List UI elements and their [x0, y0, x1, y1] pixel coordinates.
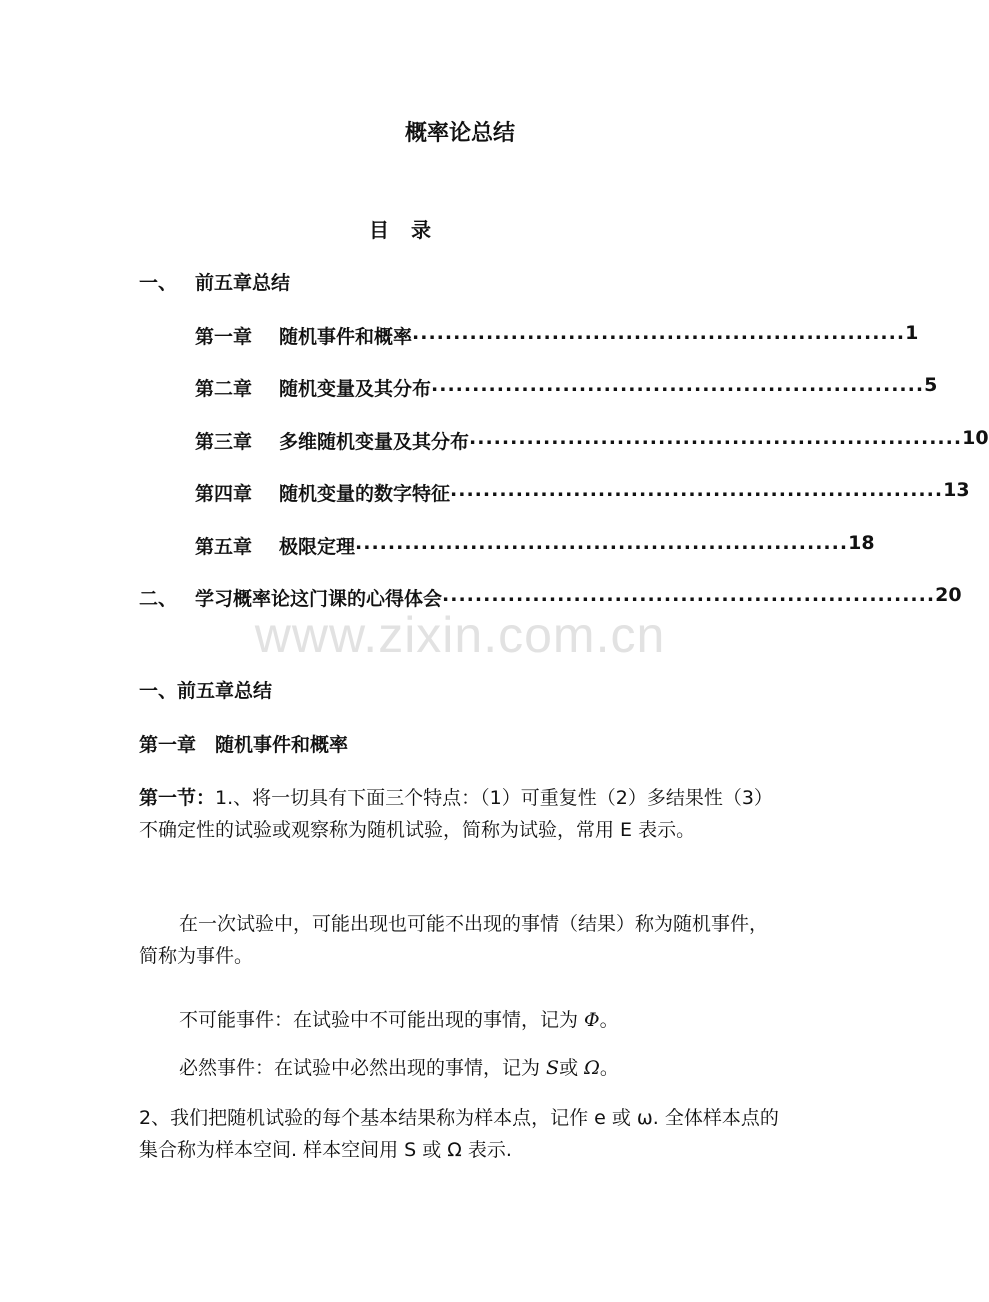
- paragraph-end: 。: [599, 1009, 619, 1031]
- toc-chapter-name: 随机变量及其分布: [279, 378, 432, 400]
- toc-heading-right: 录: [411, 218, 431, 242]
- toc-page-number: 18: [848, 532, 875, 554]
- document-title: 概率论总结: [404, 121, 515, 146]
- toc-leader-dots: ............................................................: [412, 322, 906, 344]
- paragraph-impossible-event: [139, 1004, 784, 1036]
- toc-entry-chapter-4[interactable]: [195, 479, 970, 506]
- toc-part-1[interactable]: [139, 268, 290, 295]
- toc-page-number: 5: [924, 374, 938, 396]
- toc-leader-dots: ............................................................: [450, 479, 944, 501]
- paragraph-text: 必然事件：在试验中必然出现的事情，记为: [179, 1057, 547, 1079]
- toc-chapter-number: 第二章: [195, 378, 253, 400]
- toc-chapter-number: 第五章: [195, 536, 253, 558]
- phi-symbol: Φ: [584, 1009, 600, 1031]
- toc-heading: [0, 214, 800, 243]
- toc-part-label: 学习概率论这门课的心得体会: [195, 588, 443, 610]
- toc-leader-dots: ............................................................: [469, 427, 963, 449]
- chapter-heading: 第一章 随机事件和概率: [139, 734, 349, 756]
- paragraph-end: 。: [599, 1057, 619, 1079]
- watermark: www.zixin.com.cn: [254, 607, 666, 663]
- toc-part-number: 二、: [139, 588, 178, 610]
- section-label: 第一节：: [139, 787, 216, 809]
- toc-chapter-name: 多维随机变量及其分布: [279, 431, 470, 453]
- toc-part-label: 前五章总结: [195, 272, 291, 294]
- toc-entry-chapter-3[interactable]: [195, 427, 989, 454]
- toc-chapter-name: 随机变量的数字特征: [279, 483, 451, 505]
- paragraph-text: 1.、将一切具有下面三个特点：（1）可重复性（2）多结果性（3）不确定性的试验或观察称为随机试验，简称为试验，常用 E 表示。: [139, 787, 773, 841]
- omega-symbol: Ω: [584, 1057, 600, 1079]
- paragraph-random-event: 在一次试验中，可能出现也可能不出现的事情（结果）称为随机事件，简称为事件。: [139, 913, 769, 967]
- toc-chapter-name: 极限定理: [279, 536, 356, 558]
- paragraph-sample-space: 2、我们把随机试验的每个基本结果称为样本点，记作 e 或 ω. 全体样本点的集合称为样本空间. 样本空间用 S 或 Ω 表示.: [139, 1107, 779, 1161]
- toc-page-number: 13: [943, 479, 970, 501]
- toc-page-number: 1: [905, 322, 919, 344]
- section-heading: 一、前五章总结: [139, 680, 273, 702]
- toc-chapter-number: 第三章: [195, 431, 253, 453]
- paragraph-mid: 或: [559, 1057, 585, 1079]
- toc-entry-chapter-5[interactable]: [195, 532, 875, 559]
- toc-page-number: 20: [935, 584, 962, 606]
- toc-leader-dots: ............................................................: [355, 532, 849, 554]
- toc-part-number: 一、: [139, 272, 178, 294]
- toc-entry-chapter-2[interactable]: [195, 374, 938, 401]
- toc-heading-left: 目: [369, 218, 389, 242]
- toc-leader-dots: ............................................................: [431, 374, 925, 396]
- s-symbol: S: [546, 1057, 560, 1079]
- paragraph-certain-event: [139, 1052, 784, 1084]
- toc-chapter-number: 第四章: [195, 483, 253, 505]
- toc-chapter-name: 随机事件和概率: [279, 326, 413, 348]
- toc-leader-dots: ............................................................: [442, 584, 936, 606]
- paragraph-text: 不可能事件：在试验中不可能出现的事情，记为: [179, 1009, 585, 1031]
- toc-entry-chapter-1[interactable]: [195, 322, 919, 349]
- toc-chapter-number: 第一章: [195, 326, 253, 348]
- toc-page-number: 10: [962, 427, 989, 449]
- paragraph-section-1: [139, 782, 784, 846]
